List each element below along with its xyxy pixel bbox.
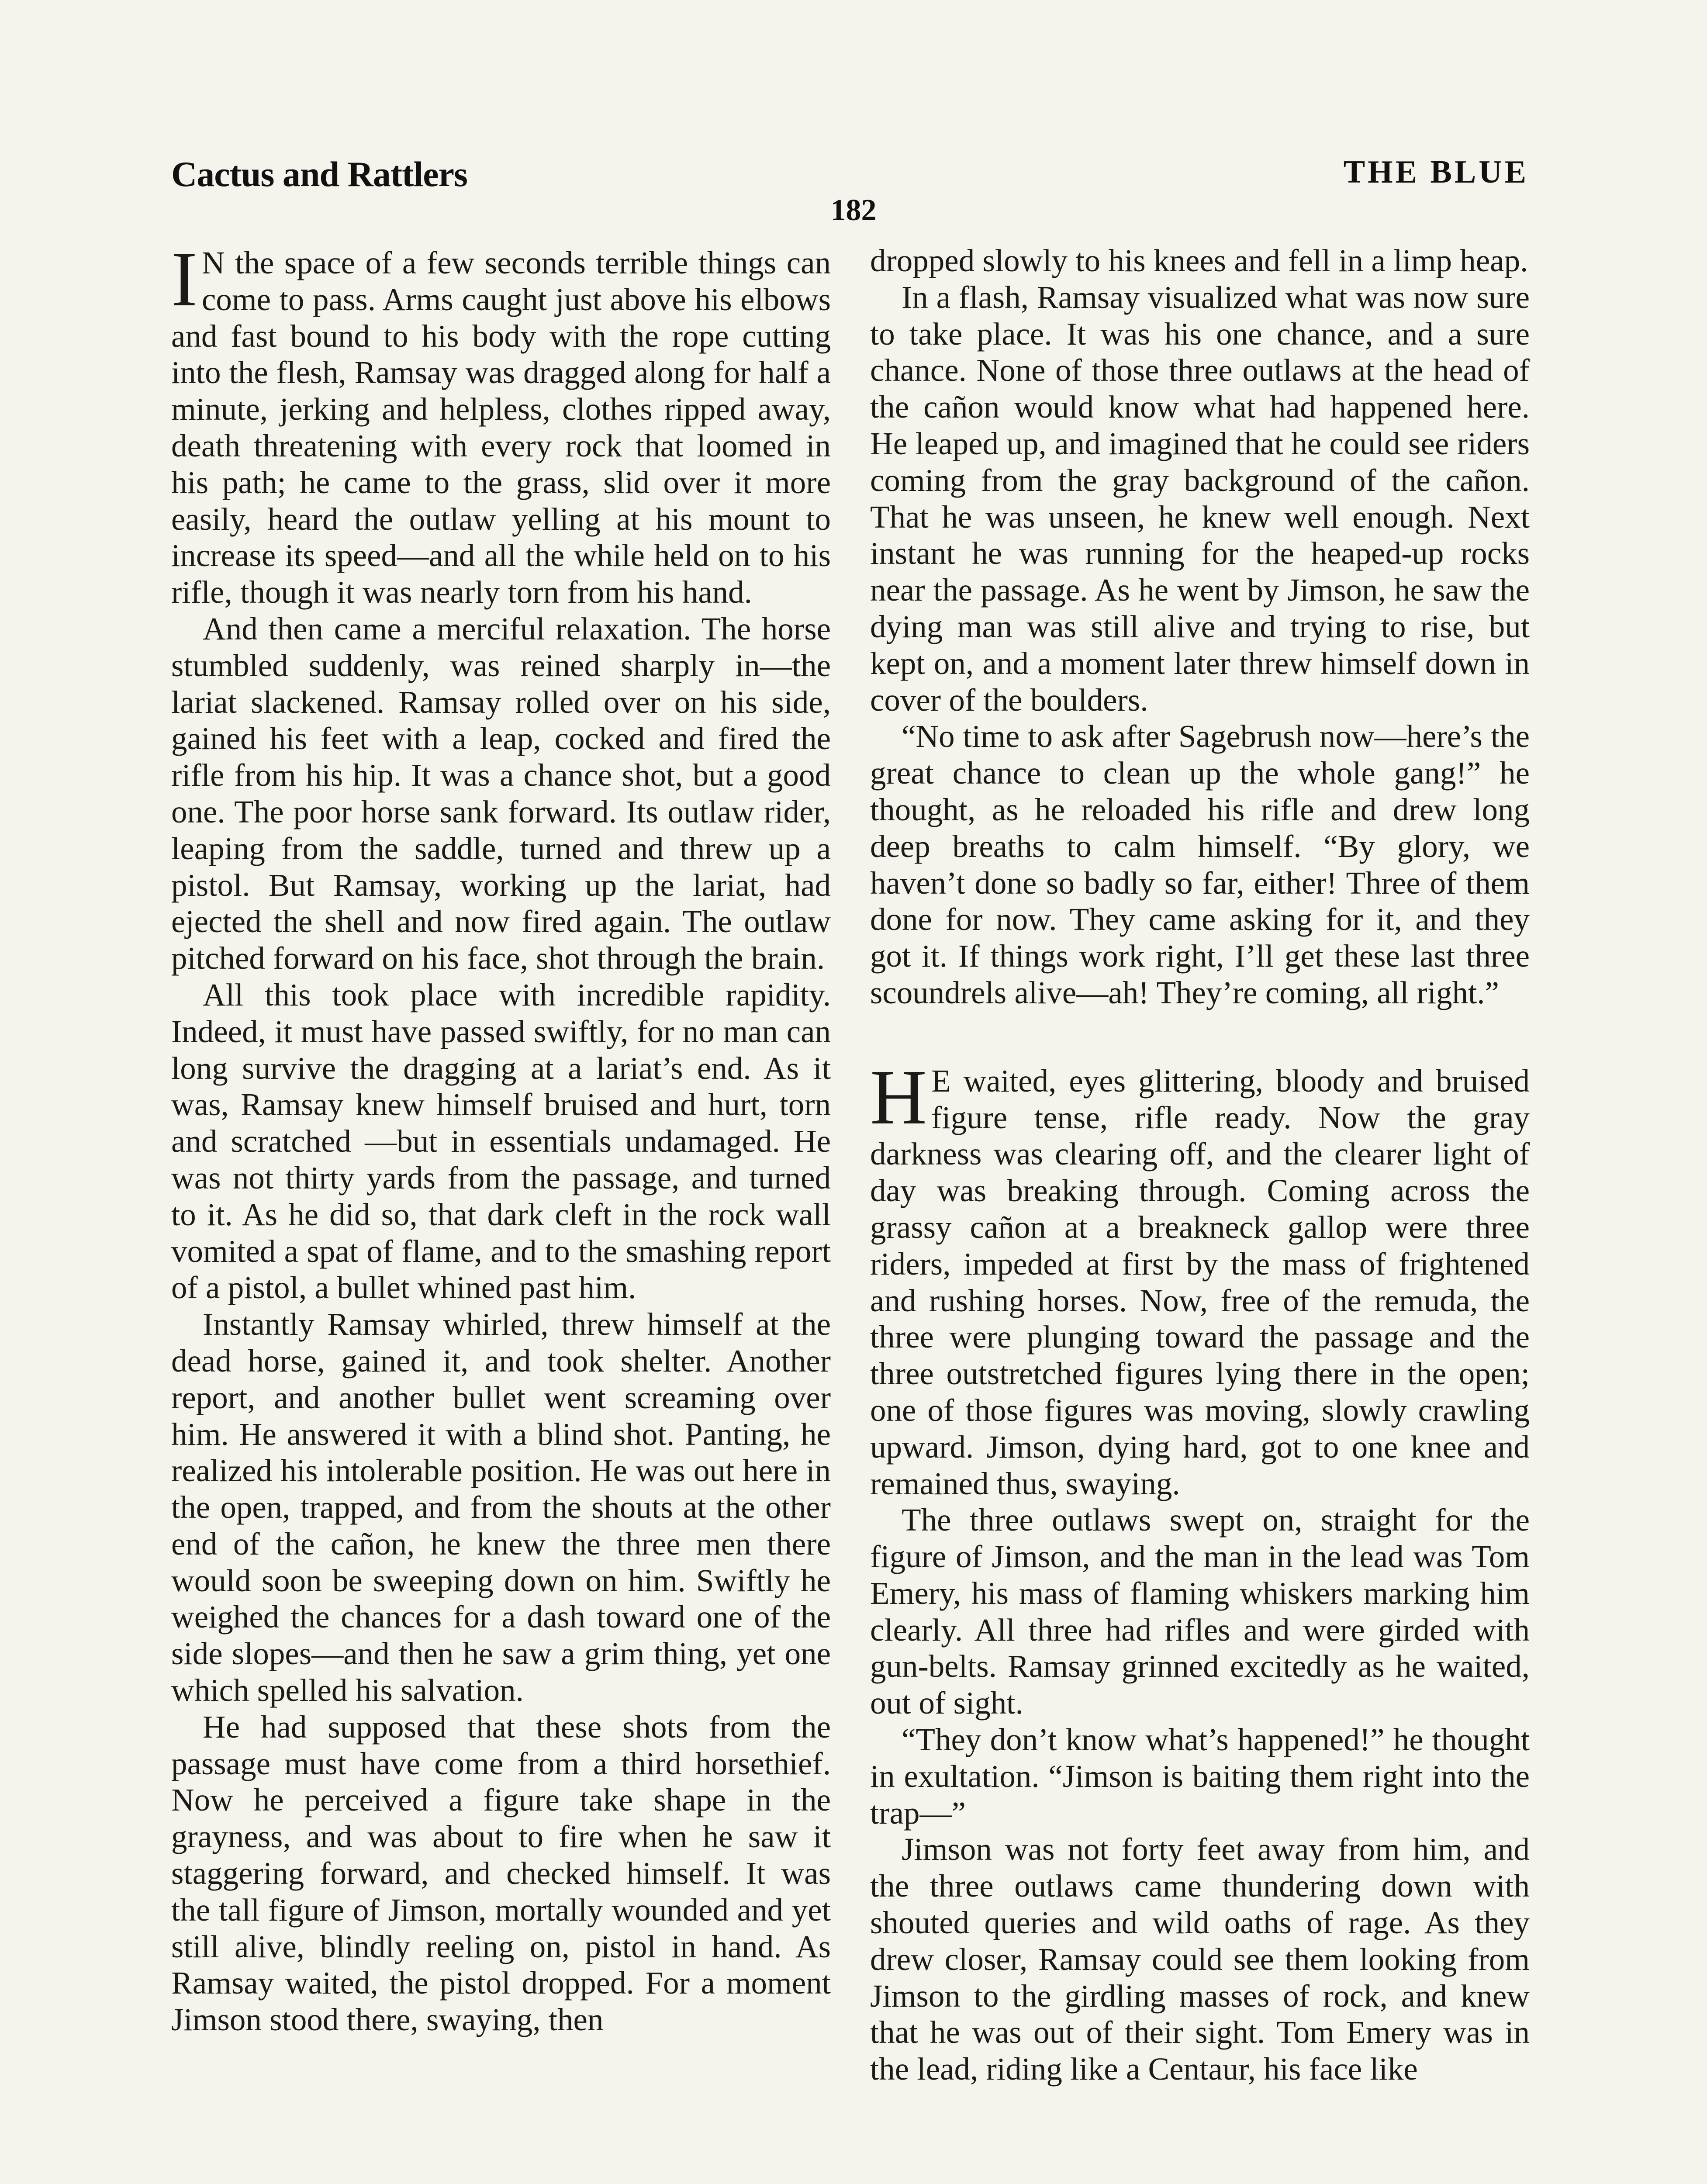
paragraph: And then came a merciful relaxation. The horse stumbled suddenly, was reined sharply in—the lariat slackened. Ramsay rolled over on his side, gained his feet with a leap, cocked and fired the rifle from his hip. It was a chance shot, but a good one. The poor horse sank forward. Its outlaw rider, leaping from the saddle, turned and threw up a pistol. But Ramsay, working up the lariat, had ejected the shell and now fired again. The outlaw pitched forward on his face, shot through the brain. — [171, 611, 831, 976]
paragraph: The three outlaws swept on, straight for the figure of Jimson, and the man in the lead was Tom Emery, his mass of flaming whiskers marking him clearly. All three had rifles and were girded with gun-belts. Ramsay grinned excitedly as he waited, out of sight. — [870, 1502, 1530, 1721]
paragraph: “No time to ask after Sagebrush now—here’s the great chance to clean up the whole gang!” he thought, as he reloaded his rifle and drew long deep breaths to calm himself. “By glory, we haven’t done so badly so far, either! Three of them done for now. They came asking for it, and they got it. If things work right, I’ll get these last three scoundrels alive—ah! They’re coming, all right.” — [870, 719, 1530, 1010]
paragraph-text: N the space of a few seconds terrible things can come to pass. Arms caught just above his elbows and fast bound to his body with the rope cutting into the flesh, Ramsay was dragged along for half a minute, jerking and helpless, clothes ripped away, death threatening with every rock that loomed in his path; he came to the grass, slid over it more easily, heard the outlaw yelling at his mount to increase its speed—and all the while held on to his rifle, though it was nearly torn from his hand. — [171, 245, 831, 610]
paragraph-text: E waited, eyes glittering, bloody and bruised figure tense, rifle ready. Now the gray darkness was clearing off, and the clearer light of day was breaking through. Coming across the grassy cañon at a breakneck gallop were three riders, impeded at first by the mass of frightened and rushing horses. Now, free of the remuda, the three were plunging toward the passage and the three outstretched figures lying there in the open; one of those figures was moving, slowly crawling upward. Jimson, dying hard, got to one knee and remained thus, swaying. — [870, 1063, 1530, 1501]
paragraph: In a flash, Ramsay visualized what was now sure to take place. It was his one chance, and a sure chance. None of those three outlaws at the head of the cañon would know what had happened here. He leaped up, and imagined that he could see riders coming from the gray background of the cañon. That he was unseen, he knew well enough. Next instant he was running for the heaped-up rocks near the passage. As he went by Jimson, he saw the dying man was still alive and trying to rise, but kept on, and a moment later threw himself down in cover of the boulders. — [870, 279, 1530, 718]
left-column — [171, 235, 831, 2038]
paragraph: “They don’t know what’s happened!” he thought in exultation. “Jimson is baiting them right into the trap—” — [870, 1722, 1530, 1831]
paragraph-opening — [171, 235, 831, 611]
section-break — [870, 1011, 1530, 1063]
right-column — [870, 242, 1530, 2087]
running-head-magazine-title: THE BLUE — [1343, 154, 1529, 190]
drop-cap: I — [171, 235, 197, 322]
paragraph-section-opening — [870, 1053, 1530, 1502]
page-number: 182 — [830, 194, 877, 227]
paragraph: Jimson was not forty feet away from him, and the three outlaws came thundering down with shouted queries and wild oaths of rage. As they drew closer, Ramsay could see them looking from Jimson to the girdling masses of rock, and knew that he was out of their sight. Tom Emery was in the lead, riding like a Centaur, his face like — [870, 1832, 1530, 2087]
running-head-story-title: Cactus and Rattlers — [171, 154, 467, 194]
paragraph: All this took place with incredible rapidity. Indeed, it must have passed swiftly, for no man can long survive the dragging at a lariat’s end. As it was, Ramsay knew himself bruised and hurt, torn and scratched —but in essentials undamaged. He was not thirty yards from the passage, and turned to it. As he did so, that dark cleft in the rock wall vomited a spat of flame, and to the smashing report of a pistol, a bullet whined past him. — [171, 977, 831, 1306]
paragraph: He had supposed that these shots from the passage must have come from a third horsethief. Now he perceived a figure take shape in the grayness, and was about to fire when he saw it staggering forward, and checked himself. It was the tall figure of Jimson, mortally wounded and yet still alive, blindly reeling on, pistol in hand. As Ramsay waited, the pistol dropped. For a moment Jimson stood there, swaying, then — [171, 1709, 831, 2038]
paragraph-continued: dropped slowly to his knees and fell in a limp heap. — [870, 243, 1528, 278]
drop-cap: H — [870, 1053, 927, 1140]
paragraph: Instantly Ramsay whirled, threw himself at the dead horse, gained it, and took shelter. Another report, and another bullet went screaming over him. He answered it with a blind shot. Panting, he realized his intolerable position. He was out here in the open, trapped, and from the shouts at the other end of the cañon, he knew the three men there would soon be sweeping down on him. Swiftly he weighed the chances for a dash toward one of the side slopes—and then he saw a grim thing, yet one which spelled his salvation. — [171, 1306, 831, 1708]
